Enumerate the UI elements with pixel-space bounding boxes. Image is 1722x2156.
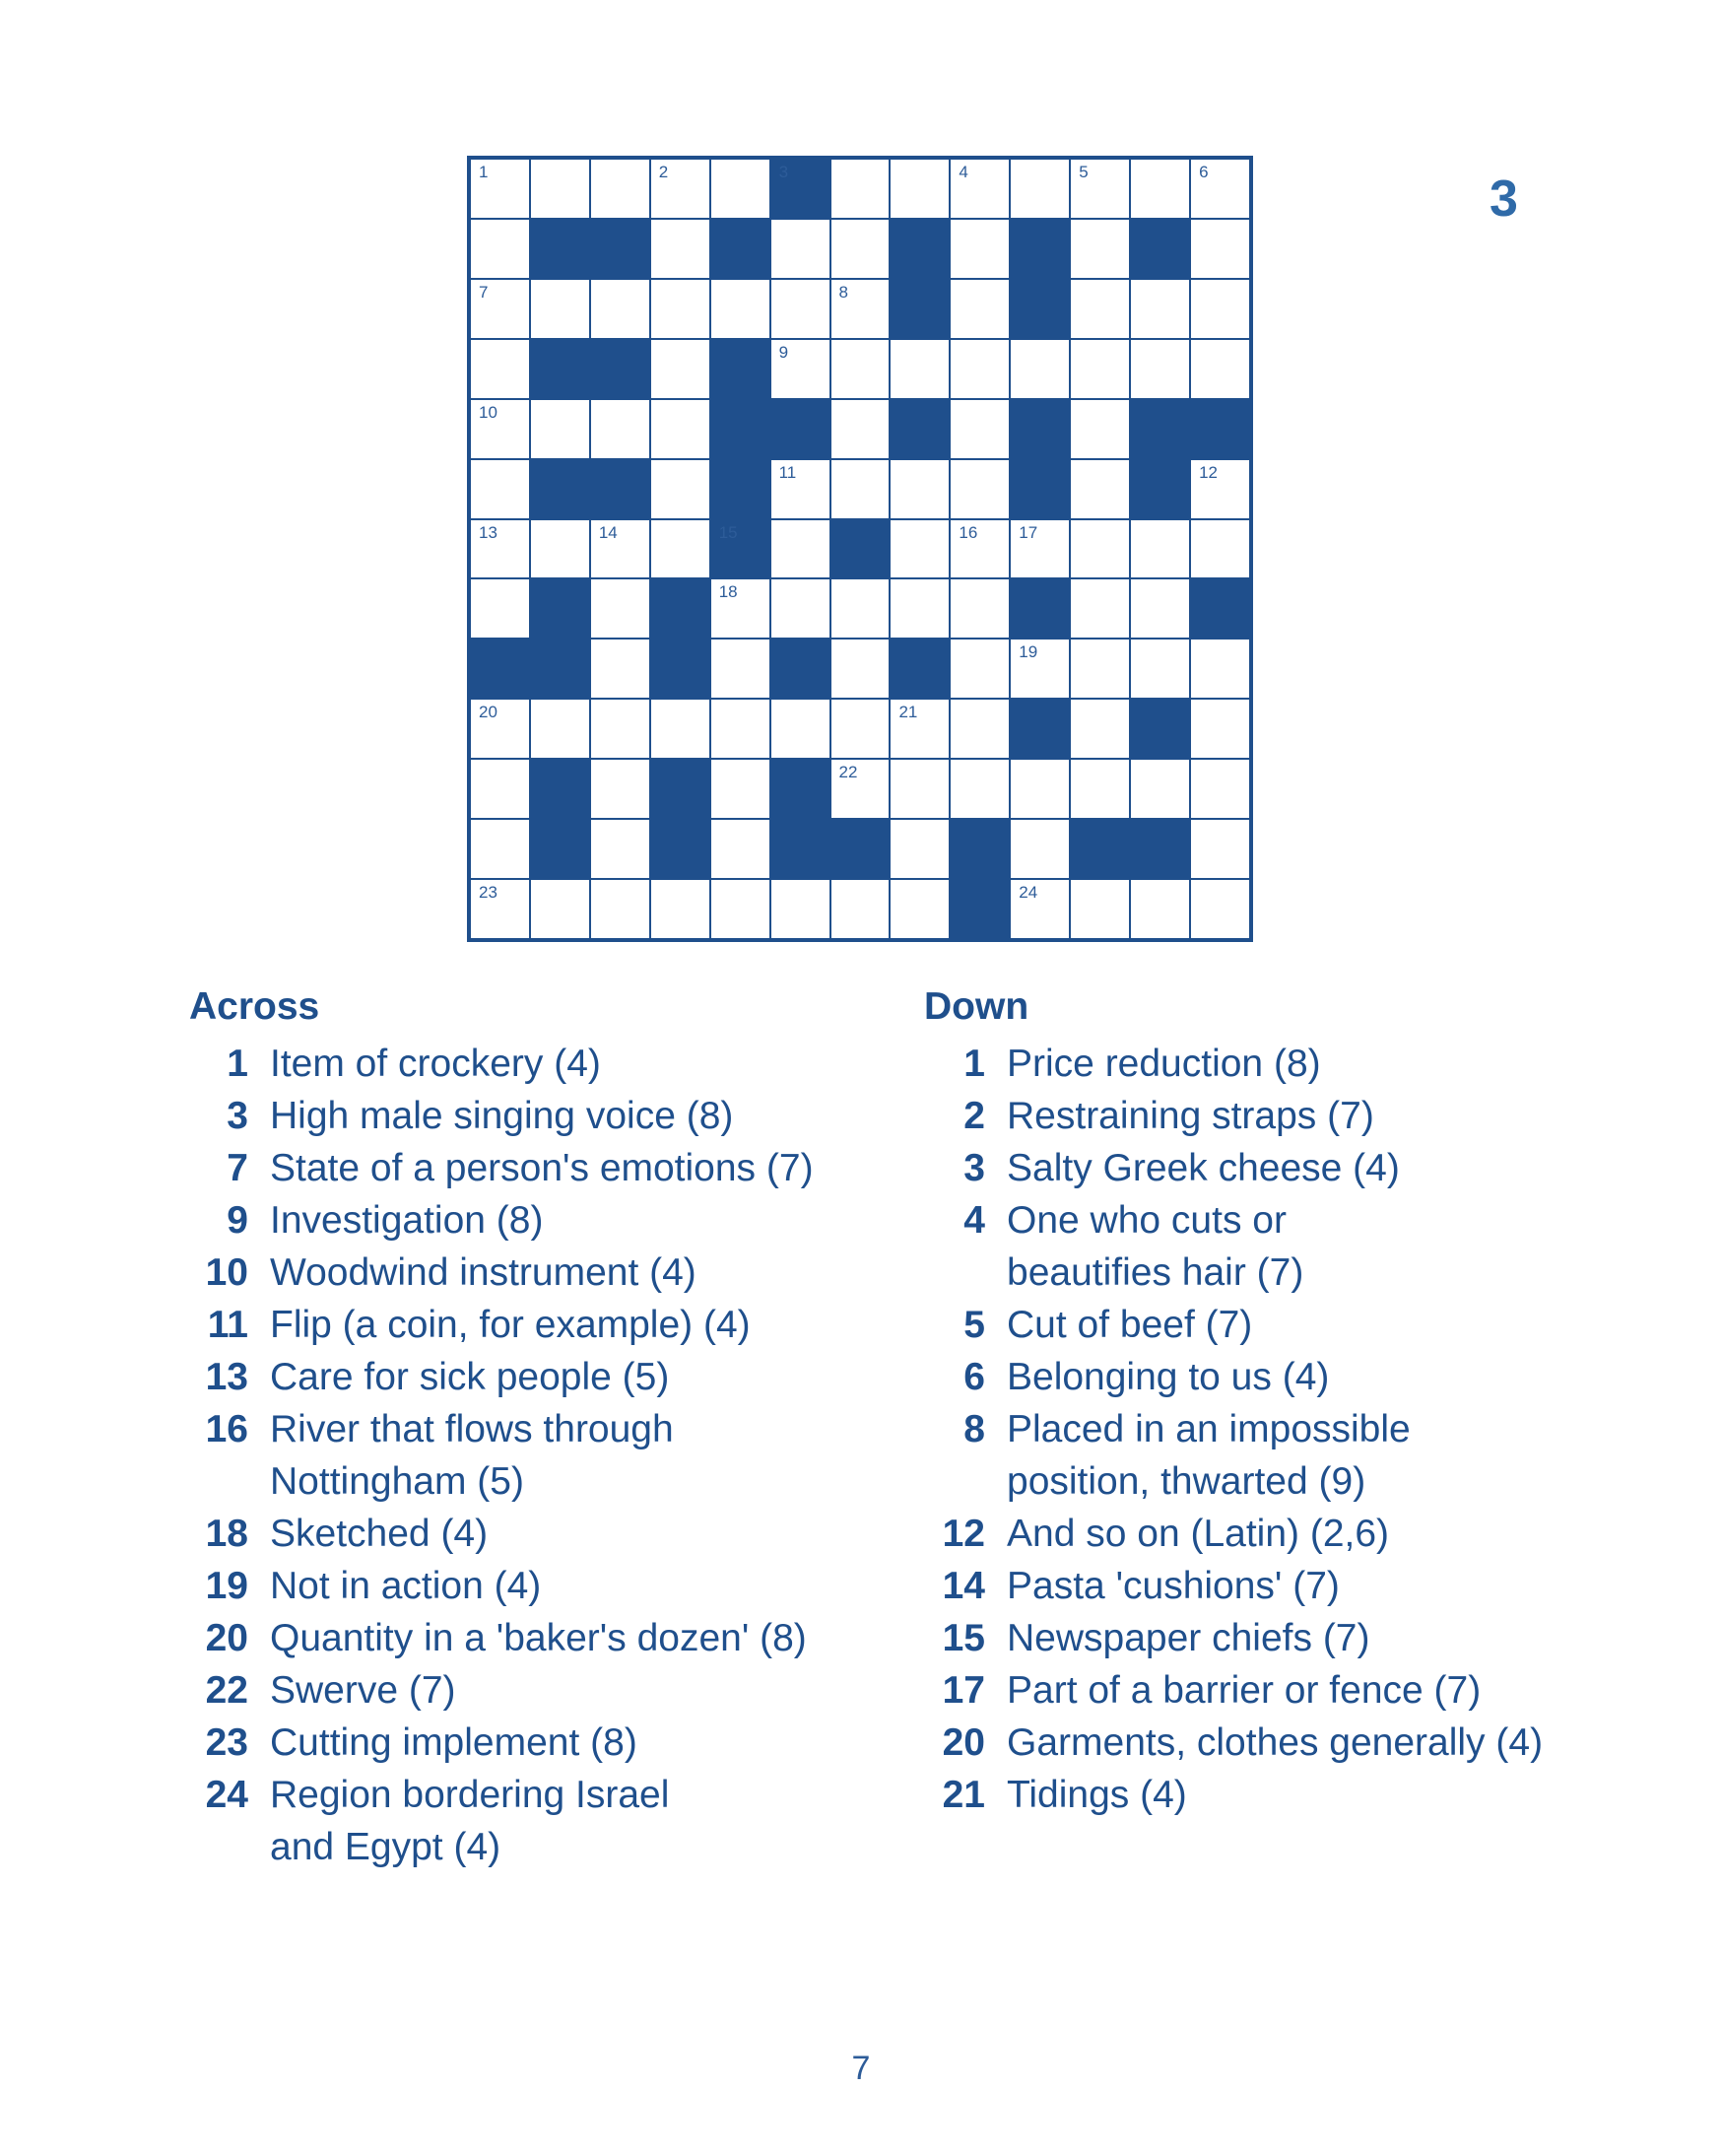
cell-number: 15 [718,522,738,542]
across-clue [189,1351,879,1403]
grid-cell[interactable] [949,518,1011,580]
across-clue [189,1508,879,1560]
grid-cell[interactable] [1069,458,1131,520]
grid-cell[interactable] [469,458,531,520]
clue-number: 21 [942,1774,985,1816]
clue-text: Part of a barrier or fence (7) [1007,1669,1482,1712]
puzzle-number: 3 [1490,170,1518,228]
grid-cell[interactable] [1069,878,1131,940]
grid-block [769,158,831,220]
grid-cell[interactable] [469,698,531,760]
grid-block [889,278,951,340]
grid-cell[interactable] [589,698,651,760]
grid-cell[interactable] [949,338,1011,400]
grid-block [649,818,711,880]
grid-cell[interactable] [949,698,1011,760]
down-clue [926,1351,1694,1403]
grid-cell[interactable] [469,218,531,280]
grid-cell[interactable] [469,577,531,640]
clue-text: State of a person's emotions (7) [270,1147,814,1189]
grid-cell[interactable] [1009,158,1071,220]
grid-cell[interactable] [469,398,531,460]
across-clue [189,1664,879,1717]
grid-cell[interactable] [1129,758,1191,820]
cell-number: 1 [479,163,489,181]
grid-cell[interactable] [589,158,651,220]
clue-text: Belonging to us (4) [1007,1356,1330,1398]
cell-number: 10 [479,402,497,422]
grid-cell[interactable] [649,278,711,340]
grid-block [1009,278,1071,340]
clue-text: Item of crockery (4) [270,1043,601,1085]
grid-block [1009,577,1071,640]
grid-cell[interactable] [649,698,711,760]
down-clue [926,1769,1694,1821]
grid-cell[interactable] [649,458,711,520]
clue-text: Region bordering Israel [270,1774,670,1816]
grid-cell[interactable] [829,218,892,280]
grid-block [529,577,591,640]
grid-block [1129,218,1191,280]
grid-cell[interactable] [889,758,951,820]
grid-cell[interactable] [709,577,771,640]
grid-cell[interactable] [1009,338,1071,400]
cell-number: 6 [1199,163,1209,181]
grid-cell[interactable] [949,758,1011,820]
clue-number: 19 [205,1565,248,1607]
clue-number: 3 [963,1147,985,1189]
grid-cell[interactable] [829,758,892,820]
clue-text: Placed in an impossible [1007,1408,1411,1450]
clue-text: Newspaper chiefs (7) [1007,1617,1370,1659]
grid-cell[interactable] [1189,218,1251,280]
grid-cell[interactable] [589,577,651,640]
grid-cell[interactable] [1189,638,1251,700]
grid-block [589,458,651,520]
grid-block [889,638,951,700]
grid-cell[interactable] [829,458,892,520]
grid-cell[interactable] [1129,638,1191,700]
across-clue [189,1717,879,1769]
clue-text: Woodwind instrument (4) [270,1251,696,1294]
grid-block [589,218,651,280]
across-clue [189,1299,879,1351]
clue-text: Sketched (4) [270,1513,489,1555]
grid-cell[interactable] [1069,518,1131,580]
grid-cell[interactable] [469,818,531,880]
grid-block [829,818,892,880]
cell-number: 23 [479,883,497,903]
down-clue [926,1090,1694,1142]
grid-cell[interactable] [649,218,711,280]
grid-block [769,638,831,700]
grid-block [1129,698,1191,760]
across-clue [189,1403,879,1508]
clue-number: 10 [205,1251,248,1294]
grid-cell[interactable] [1189,698,1251,760]
grid-cell[interactable] [829,638,892,700]
across-clue [189,1560,879,1612]
grid-cell[interactable] [529,878,591,940]
grid-cell[interactable] [1189,158,1251,220]
grid-block [769,398,831,460]
cell-number: 11 [778,462,797,482]
grid-cell[interactable] [769,698,831,760]
cell-number: 22 [838,763,858,782]
grid-cell[interactable] [469,518,531,580]
grid-block [529,338,591,400]
grid-block [769,818,831,880]
grid-cell[interactable] [1189,758,1251,820]
grid-cell[interactable] [529,518,591,580]
grid-block [469,638,531,700]
grid-cell[interactable] [1069,338,1131,400]
clue-text: Garments, clothes generally (4) [1007,1721,1544,1764]
grid-block [529,758,591,820]
grid-block [529,458,591,520]
clue-text: Tidings (4) [1007,1774,1187,1816]
grid-cell[interactable] [1189,278,1251,340]
grid-cell[interactable] [1069,278,1131,340]
grid-cell[interactable] [1069,698,1131,760]
clue-text: Cut of beef (7) [1007,1304,1253,1346]
grid-cell[interactable] [589,518,651,580]
clue-text: High male singing voice (8) [270,1095,734,1137]
grid-cell[interactable] [709,638,771,700]
grid-cell[interactable] [949,218,1011,280]
grid-cell[interactable] [469,158,531,220]
grid-block [529,638,591,700]
grid-cell[interactable] [589,758,651,820]
down-clue [926,1403,1694,1508]
grid-cell[interactable] [949,158,1011,220]
grid-cell[interactable] [889,878,951,940]
grid-cell[interactable] [829,278,892,340]
grid-cell[interactable] [1189,518,1251,580]
cell-number: 20 [479,703,497,722]
grid-cell[interactable] [1009,878,1071,940]
grid-cell[interactable] [649,158,711,220]
across-clue [189,1090,879,1142]
clue-number: 1 [963,1043,985,1085]
grid-block [1189,577,1251,640]
grid-block [709,458,771,520]
clue-text: position, thwarted (9) [1007,1460,1366,1503]
down-clue [926,1717,1694,1769]
clue-text: and Egypt (4) [270,1826,501,1868]
grid-cell[interactable] [769,458,831,520]
cell-number: 17 [1019,522,1038,542]
clue-text: And so on (Latin) (2,6) [1007,1513,1390,1555]
clue-text: Care for sick people (5) [270,1356,670,1398]
grid-cell[interactable] [1129,158,1191,220]
grid-cell[interactable] [469,878,531,940]
grid-cell[interactable] [829,158,892,220]
grid-cell[interactable] [469,338,531,400]
clue-text: Restraining straps (7) [1007,1095,1374,1137]
grid-cell[interactable] [889,518,951,580]
clue-text: Quantity in a 'baker's dozen' (8) [270,1617,807,1659]
grid-cell[interactable] [1069,577,1131,640]
grid-block [889,218,951,280]
grid-block [889,398,951,460]
clue-number: 20 [942,1721,985,1764]
grid-cell[interactable] [949,577,1011,640]
cell-number: 21 [898,703,918,722]
grid-block [709,338,771,400]
grid-cell[interactable] [469,278,531,340]
grid-cell[interactable] [529,158,591,220]
grid-cell[interactable] [829,878,892,940]
grid-block [1129,818,1191,880]
grid-cell[interactable] [949,458,1011,520]
grid-block [829,518,892,580]
grid-block [1069,818,1131,880]
across-heading: Across [189,985,320,1028]
grid-cell[interactable] [889,458,951,520]
across-clue [189,1246,879,1299]
grid-cell[interactable] [949,638,1011,700]
grid-cell[interactable] [649,878,711,940]
grid-cell[interactable] [649,338,711,400]
grid-cell[interactable] [1189,458,1251,520]
clue-number: 6 [963,1356,985,1398]
clue-text: Salty Greek cheese (4) [1007,1147,1400,1189]
grid-block [529,218,591,280]
clue-text: Flip (a coin, for example) (4) [270,1304,751,1346]
grid-block [1129,398,1191,460]
down-clue [926,1560,1694,1612]
grid-cell[interactable] [1069,638,1131,700]
cell-number: 7 [479,282,489,302]
grid-block [649,577,711,640]
grid-block [769,758,831,820]
clue-number: 14 [942,1565,985,1607]
grid-cell[interactable] [1129,278,1191,340]
clue-text: River that flows through [270,1408,674,1450]
cell-number: 8 [838,282,848,302]
grid-cell[interactable] [709,878,771,940]
clue-text: Nottingham (5) [270,1460,524,1503]
clue-number: 2 [963,1095,985,1137]
grid-block [529,818,591,880]
grid-cell[interactable] [829,338,892,400]
grid-cell[interactable] [769,518,831,580]
grid-cell[interactable] [769,278,831,340]
grid-cell[interactable] [1189,818,1251,880]
grid-block [949,878,1011,940]
across-clue [189,1142,879,1194]
across-clue [189,1194,879,1246]
grid-cell[interactable] [1069,218,1131,280]
grid-cell[interactable] [889,818,951,880]
grid-block [709,398,771,460]
across-clue-list [189,1038,879,1873]
grid-cell[interactable] [649,398,711,460]
grid-cell[interactable] [709,818,771,880]
grid-cell[interactable] [529,278,591,340]
down-clue [926,1038,1694,1090]
clue-text: One who cuts or [1007,1199,1287,1242]
grid-cell[interactable] [529,698,591,760]
across-clue [189,1038,879,1090]
clue-text: Price reduction (8) [1007,1043,1321,1085]
clue-text: Swerve (7) [270,1669,456,1712]
grid-cell[interactable] [829,577,892,640]
clue-number: 23 [205,1721,248,1764]
clue-number: 11 [207,1304,248,1346]
grid-block [1129,458,1191,520]
cell-number: 16 [959,522,978,542]
grid-block [649,758,711,820]
grid-cell[interactable] [769,577,831,640]
grid-cell[interactable] [649,518,711,580]
grid-cell[interactable] [1189,338,1251,400]
grid-block [1009,398,1071,460]
clue-number: 7 [227,1147,248,1189]
grid-cell[interactable] [1069,398,1131,460]
down-clue-list [926,1038,1694,1821]
down-clue [926,1299,1694,1351]
clue-number: 20 [205,1617,248,1659]
down-clue [926,1508,1694,1560]
cell-number: 14 [598,522,618,542]
grid-block [1189,398,1251,460]
grid-block [589,338,651,400]
grid-block [649,638,711,700]
grid-cell[interactable] [949,398,1011,460]
grid-cell[interactable] [889,698,951,760]
down-clue [926,1142,1694,1194]
clue-number: 22 [205,1669,248,1712]
grid-cell[interactable] [589,278,651,340]
grid-cell[interactable] [589,638,651,700]
grid-cell[interactable] [889,577,951,640]
grid-cell[interactable] [1069,758,1131,820]
grid-cell[interactable] [889,338,951,400]
grid-cell[interactable] [1009,638,1071,700]
cell-number: 2 [658,163,669,181]
across-clue [189,1612,879,1664]
grid-cell[interactable] [1129,338,1191,400]
grid-cell[interactable] [1189,878,1251,940]
grid-cell[interactable] [1129,518,1191,580]
grid-cell[interactable] [589,398,651,460]
grid-cell[interactable] [709,278,771,340]
clue-text: Cutting implement (8) [270,1721,637,1764]
clue-number: 17 [942,1669,985,1712]
grid-cell[interactable] [769,338,831,400]
cell-number: 12 [1199,462,1218,482]
across-clue [189,1769,879,1873]
grid-cell[interactable] [829,398,892,460]
clue-number: 24 [205,1774,248,1816]
grid-cell[interactable] [949,278,1011,340]
page-number: 7 [851,2050,871,2087]
grid-block [709,218,771,280]
grid-cell[interactable] [889,158,951,220]
clue-number: 5 [963,1304,985,1346]
down-clue [926,1612,1694,1664]
down-clue [926,1664,1694,1717]
down-clue [926,1194,1694,1299]
clue-number: 3 [227,1095,248,1137]
grid-cell[interactable] [589,818,651,880]
down-heading: Down [924,985,1029,1028]
grid-cell[interactable] [1009,758,1071,820]
grid-cell[interactable] [709,158,771,220]
clue-number: 18 [205,1513,248,1555]
grid-cell[interactable] [769,218,831,280]
grid-cell[interactable] [469,758,531,820]
grid-cell[interactable] [1009,818,1071,880]
grid-cell[interactable] [709,758,771,820]
crossword-grid [467,156,1253,942]
grid-cell[interactable] [1069,158,1131,220]
grid-block [709,518,771,580]
clue-number: 9 [227,1199,248,1242]
clue-text: beautifies hair (7) [1007,1251,1304,1294]
cell-number: 3 [778,163,789,181]
grid-block [1009,698,1071,760]
clue-number: 1 [227,1043,248,1085]
cell-number: 4 [959,163,968,181]
cell-number: 5 [1079,163,1089,181]
grid-block [949,818,1011,880]
grid-block [1009,458,1071,520]
clue-text: Not in action (4) [270,1565,542,1607]
grid-cell[interactable] [1009,518,1071,580]
grid-cell[interactable] [1129,878,1191,940]
clue-number: 12 [942,1513,985,1555]
grid-cell[interactable] [529,398,591,460]
clue-number: 16 [205,1408,248,1450]
grid-cell[interactable] [829,698,892,760]
clue-number: 8 [963,1408,985,1450]
grid-block [1009,218,1071,280]
cell-number: 13 [479,522,497,542]
clue-number: 13 [205,1356,248,1398]
grid-cell[interactable] [769,878,831,940]
grid-cell[interactable] [589,878,651,940]
clue-number: 15 [942,1617,985,1659]
cell-number: 24 [1019,883,1038,903]
cell-number: 19 [1019,642,1038,662]
clue-text: Investigation (8) [270,1199,544,1242]
grid-cell[interactable] [709,698,771,760]
clue-number: 4 [963,1199,985,1242]
cell-number: 18 [718,582,738,602]
grid-cell[interactable] [1129,577,1191,640]
cell-number: 9 [778,342,789,362]
clue-text: Pasta 'cushions' (7) [1007,1565,1340,1607]
